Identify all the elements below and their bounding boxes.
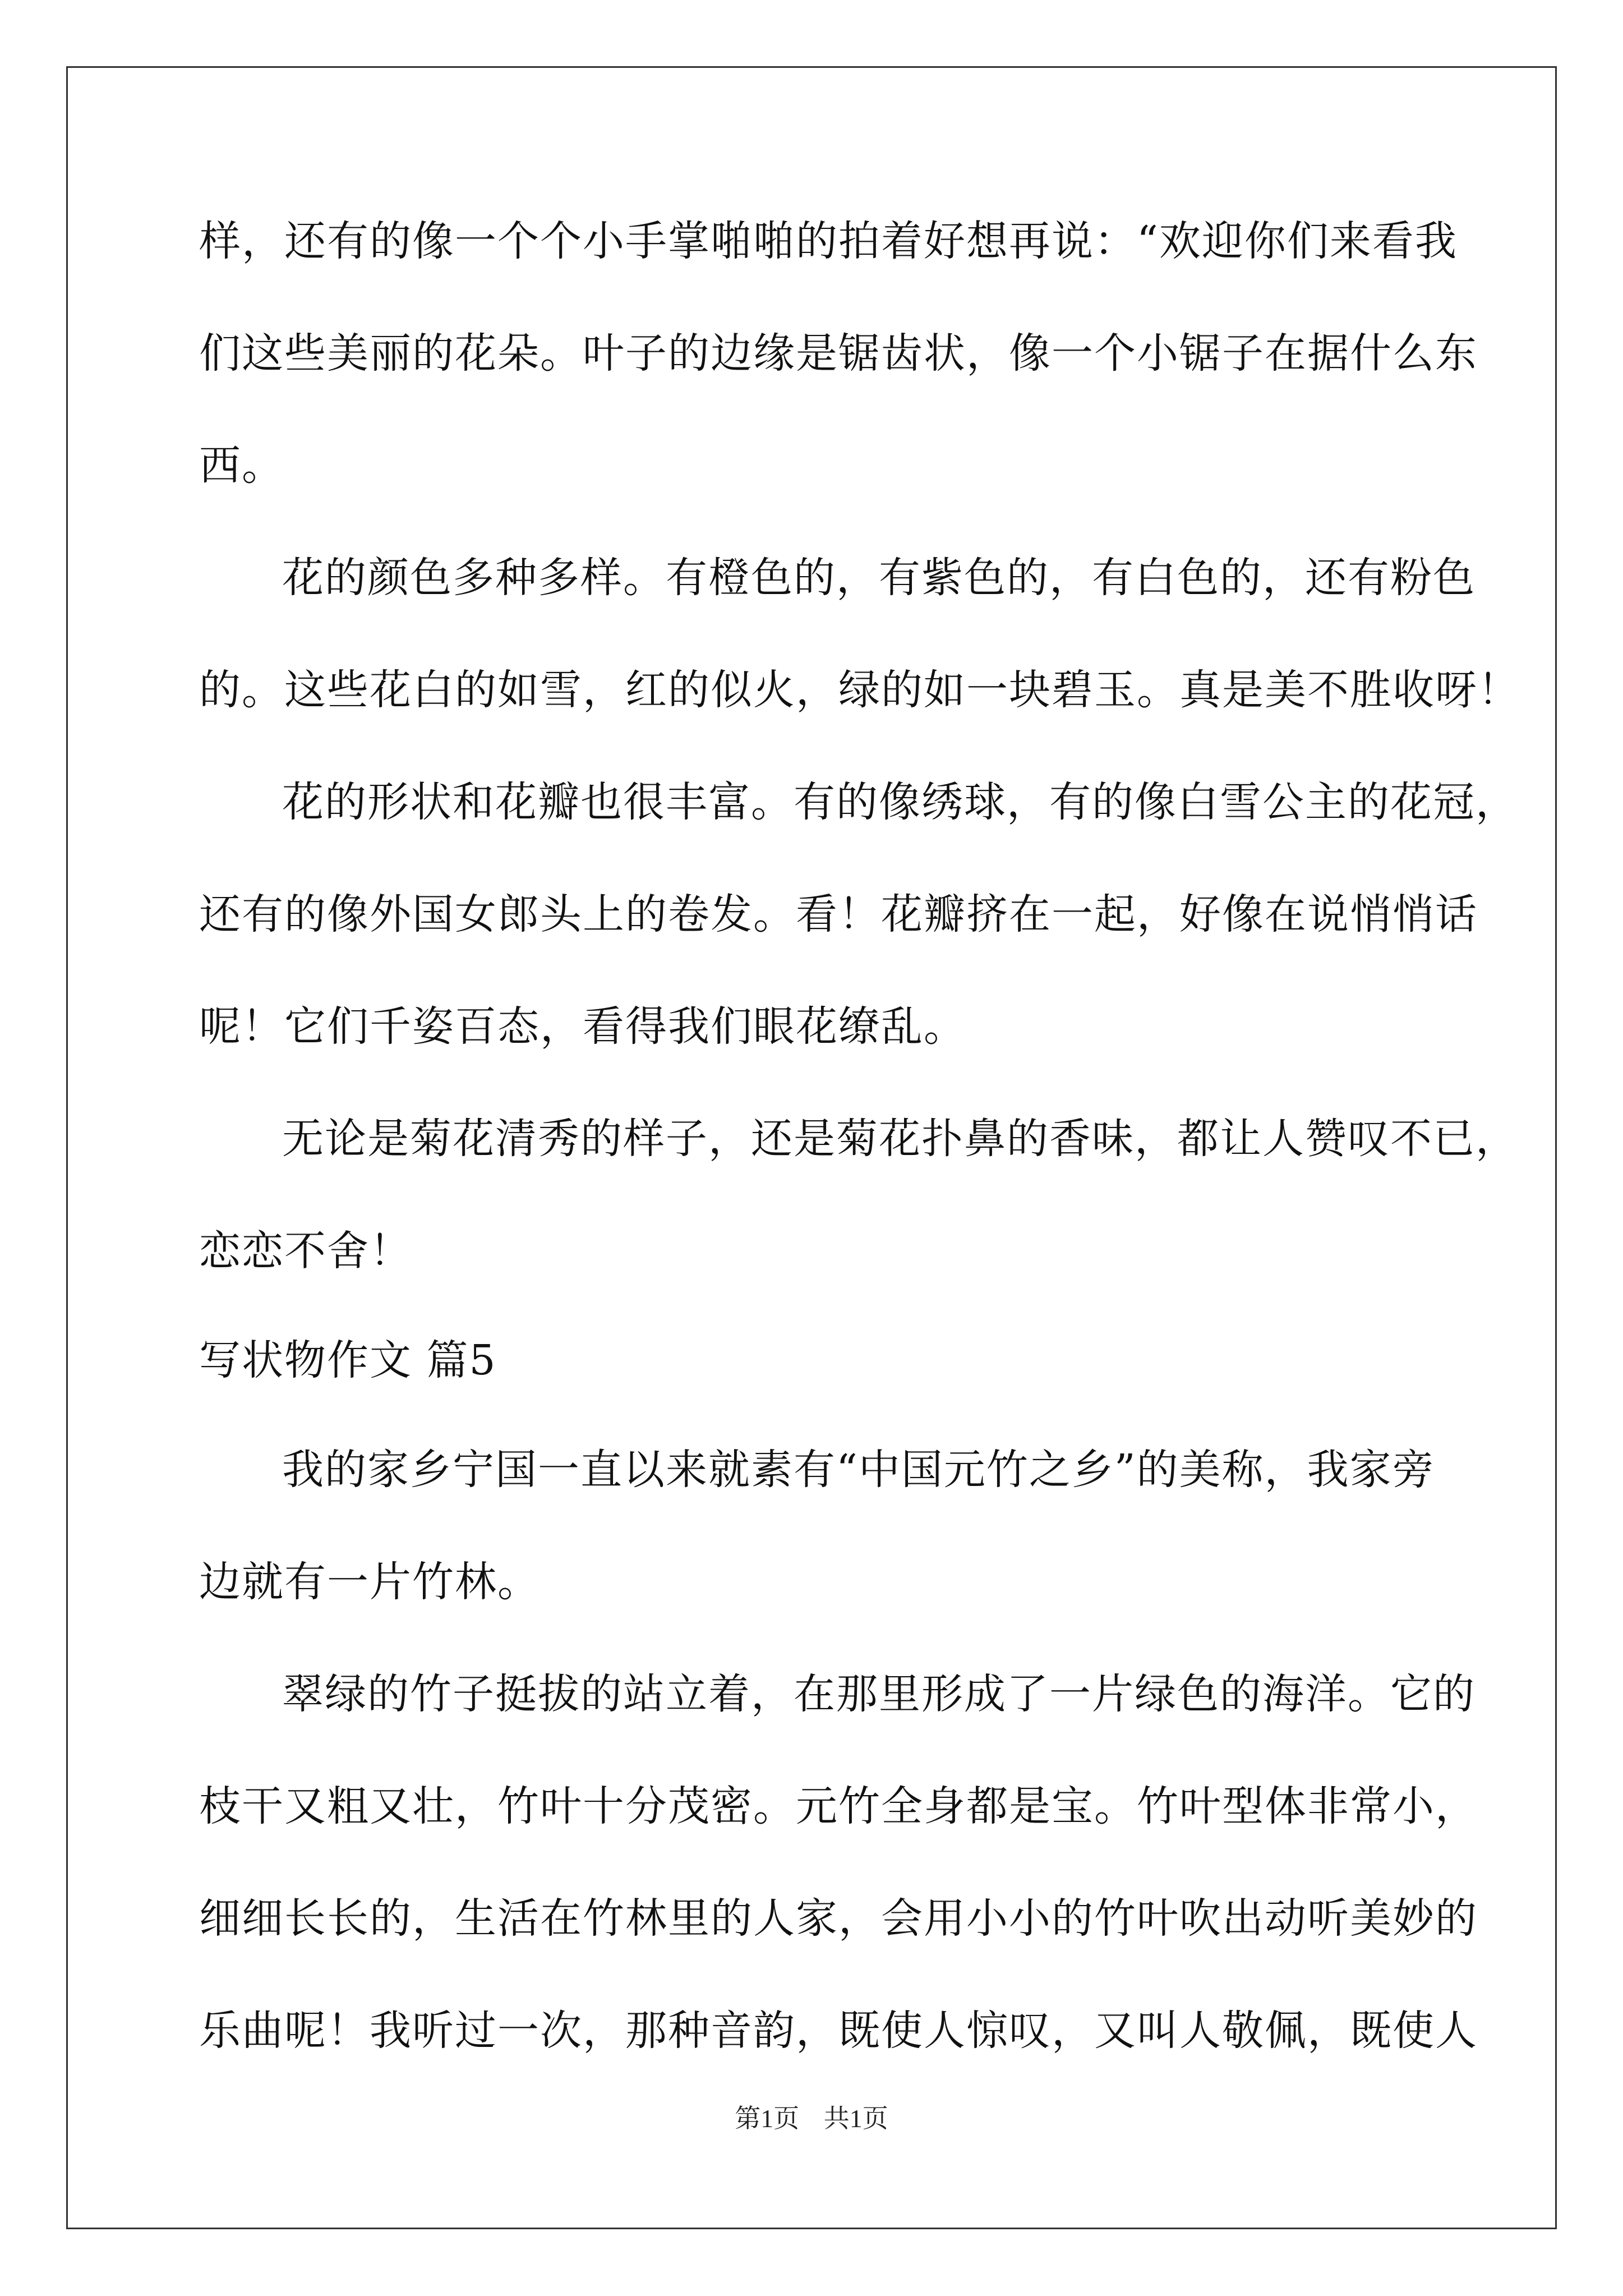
text-line: 边就有一片竹林。 [199,1558,540,1606]
paragraph-start-line: 花的形状和花瓣也很丰富。有的像绣球，有的像白雪公主的花冠， [282,778,1518,826]
text-line: 恋恋不舍！ [199,1227,412,1275]
paragraph-start-line: 我的家乡宁国一直以来就素有“中国元竹之乡”的美称，我家旁 [282,1446,1435,1494]
paragraph-start-line: 花的颜色多种多样。有橙色的，有紫色的，有白色的，还有粉色 [282,554,1476,602]
text-line: 的。这些花白的如雪，红的似火，绿的如一块碧玉。真是美不胜收呀！ [199,666,1520,714]
text-line: 西。 [199,441,284,490]
text-line: 还有的像外国女郎头上的卷发。看！花瓣挤在一起，好像在说悄悄话 [199,890,1478,938]
text-line: 乐曲呢！我听过一次，那种音韵，既使人惊叹，又叫人敬佩，既使人 [199,2007,1478,2055]
page-number-current: 第1页 [735,2104,800,2133]
text-line: 们这些美丽的花朵。叶子的边缘是锯齿状，像一个小锯子在据什么东 [199,329,1478,378]
paragraph-start-line: 翠绿的竹子挺拔的站立着，在那里形成了一片绿色的海洋。它的 [282,1670,1476,1718]
text-line: 呢！它们千姿百态，看得我们眼花缭乱。 [199,1002,966,1051]
text-line: 样，还有的像一个个小手掌啪啪的拍着好想再说：“欢迎你们来看我 [199,217,1458,265]
paragraph-start-line: 无论是菊花清秀的样子，还是菊花扑鼻的香味，都让人赞叹不已， [282,1115,1518,1163]
text-line: 细细长长的，生活在竹林里的人家，会用小小的竹叶吹出动听美妙的 [199,1894,1478,1943]
section-heading: 写状物作文 篇5 [199,1336,497,1384]
document-body [199,185,1520,2087]
page-number-total: 共1页 [823,2104,888,2133]
page-footer [0,2098,1623,2135]
text-line: 枝干又粗又壮，竹叶十分茂密。元竹全身都是宝。竹叶型体非常小， [199,1782,1478,1830]
